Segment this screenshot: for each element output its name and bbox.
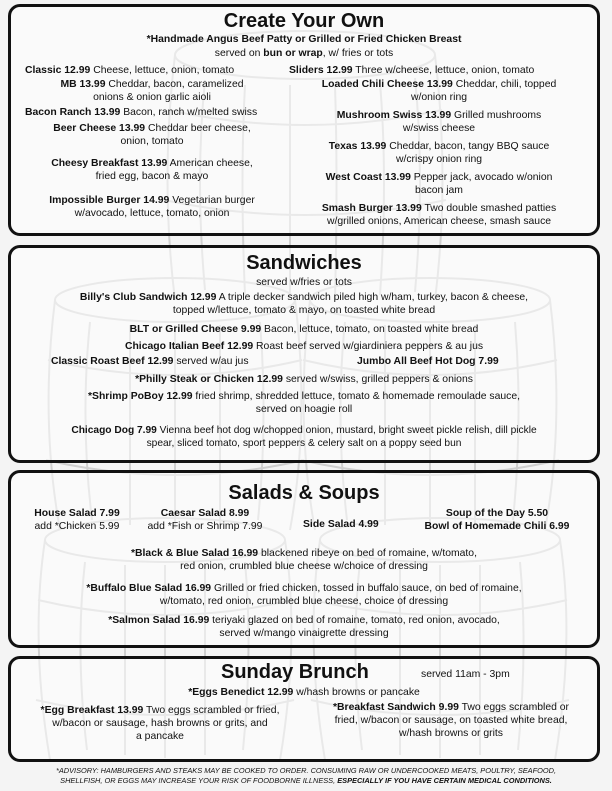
menu-item-shrimp-poboy: *Shrimp PoBoy 12.99 fried shrimp, shredded lettuce, tomato & homemade remoulade sauce, served on hoagie roll — [87, 391, 520, 415]
food-advisory: *ADVISORY: HAMBURGERS AND STEAKS MAY BE COOKED TO ORDER. CONSUMING RAW OR UNDERCOOKED MEATS, POULTRY, SEAFOOD, SHELLFISH, OR EGGS MAY INCREASE YOUR RISK OF FOODBORNE ILLNESS, ESPECIALLY IF YOU HAVE CERTAIN MEDICAL CONDITIONS. — [55, 766, 557, 785]
menu-item-house-salad: House Salad 7.99 add *Chicken 5.99 — [34, 508, 120, 532]
menu-item-sliders: Sliders 12.99 Three w/cheese, lettuce, onion, tomato — [289, 65, 535, 76]
section-subtitle: *Handmade Angus Beef Patty or Grilled or Fried Chicken Breast — [146, 34, 462, 45]
section-title: Sunday Brunch — [221, 661, 369, 683]
menu-item-beer-cheese: Beer Cheese 13.99 Cheddar beer cheese, onion, tomato — [53, 123, 251, 147]
menu-item-classic-roast-beef: Classic Roast Beef 12.99 served w/au jus — [51, 356, 249, 367]
menu-item-smash-burger: Smash Burger 13.99 Two double smashed patties w/grilled onions, American cheese, smash sauce — [321, 203, 557, 227]
menu-item-bacon-ranch: Bacon Ranch 13.99 Bacon, ranch w/melted swiss — [25, 107, 258, 118]
salads-soups-section — [8, 470, 600, 648]
menu-item-classic: Classic 12.99 Cheese, lettuce, onion, tomato — [25, 65, 235, 76]
menu-item-eggs-benedict: *Eggs Benedict 12.99 w/hash browns or pancake — [188, 687, 420, 698]
menu-item-breakfast-sandwich: *Breakfast Sandwich 9.99 Two eggs scrambled or fried, w/bacon or sausage, on toasted white bread, w/hash browns or grits — [332, 702, 570, 739]
served-note: served w/fries or tots — [256, 277, 352, 288]
menu-item-cheesy-breakfast: Cheesy Breakfast 13.99 American cheese, fried egg, bacon & mayo — [51, 158, 253, 182]
menu-item-jumbo-hot-dog: Jumbo All Beef Hot Dog 7.99 — [357, 356, 499, 367]
section-title: Salads & Soups — [228, 482, 380, 504]
menu-item-black-blue-salad: *Black & Blue Salad 16.99 blackened ribeye on bed of romaine, w/tomato, red onion, crumbled blue cheese w/choice of dressing — [131, 548, 477, 572]
menu-item-chicago-dog: Chicago Dog 7.99 Vienna beef hot dog w/chopped onion, mustard, bright sweet pickle relish, dill pickle spear, sliced tomato, sport peppers & celery salt on a poppy seed bun — [71, 425, 537, 449]
section-title: Sandwiches — [246, 252, 362, 274]
menu-item-side-salad: Side Salad 4.99 — [303, 519, 379, 530]
menu-item-impossible-burger: Impossible Burger 14.99 Vegetarian burger w/avocado, lettuce, tomato, onion — [49, 195, 255, 219]
create-your-own-section — [8, 4, 600, 236]
served-note: served on bun or wrap, w/ fries or tots — [214, 48, 394, 59]
menu-item-west-coast: West Coast 13.99 Pepper jack, avocado w/onion bacon jam — [325, 172, 553, 196]
menu-item-soup-chili: Soup of the Day 5.50 Bowl of Homemade Chili 6.99 — [424, 508, 570, 532]
menu-item-texas: Texas 13.99 Cheddar, bacon, tangy BBQ sauce w/crispy onion ring — [328, 141, 550, 165]
menu-item-caesar-salad: Caesar Salad 8.99 add *Fish or Shrimp 7.99 — [147, 508, 263, 532]
brunch-hours: served 11am - 3pm — [421, 669, 510, 680]
menu-item-mushroom-swiss: Mushroom Swiss 13.99 Grilled mushrooms w/swiss cheese — [336, 110, 542, 134]
sunday-brunch-section — [8, 656, 600, 762]
menu-item-philly-steak: *Philly Steak or Chicken 12.99 served w/swiss, grilled peppers & onions — [135, 374, 473, 385]
menu-item-mb: MB 13.99 Cheddar, bacon, caramelized onions & onion garlic aioli — [60, 79, 244, 103]
menu-item-blt: BLT or Grilled Cheese 9.99 Bacon, lettuce, tomato, on toasted white bread — [129, 324, 479, 335]
menu-item-loaded-chili-cheese: Loaded Chili Cheese 13.99 Cheddar, chili, topped w/onion ring — [321, 79, 557, 103]
menu-item-billys-club: Billy's Club Sandwich 12.99 A triple decker sandwich piled high w/ham, turkey, bacon & cheese, topped w/lettuce, tomato & mayo, on toasted white bread — [79, 292, 529, 316]
menu-item-salmon-salad: *Salmon Salad 16.99 teriyaki glazed on bed of romaine, tomato, red onion, avocado, served w/mango vinaigrette dressing — [108, 615, 500, 639]
menu-item-chicago-italian-beef: Chicago Italian Beef 12.99 Roast beef served w/giardiniera peppers & au jus — [124, 341, 484, 352]
section-title: Create Your Own — [223, 10, 385, 32]
sandwiches-section — [8, 245, 600, 463]
menu-item-egg-breakfast: *Egg Breakfast 13.99 Two eggs scrambled or fried, w/bacon or sausage, hash browns or grits, and a pancake — [40, 705, 280, 742]
menu-item-buffalo-blue-salad: *Buffalo Blue Salad 16.99 Grilled or fried chicken, tossed in buffalo sauce, on bed of romaine, w/tomato, red onion, crumbled blue cheese, choice of dressing — [86, 583, 522, 607]
